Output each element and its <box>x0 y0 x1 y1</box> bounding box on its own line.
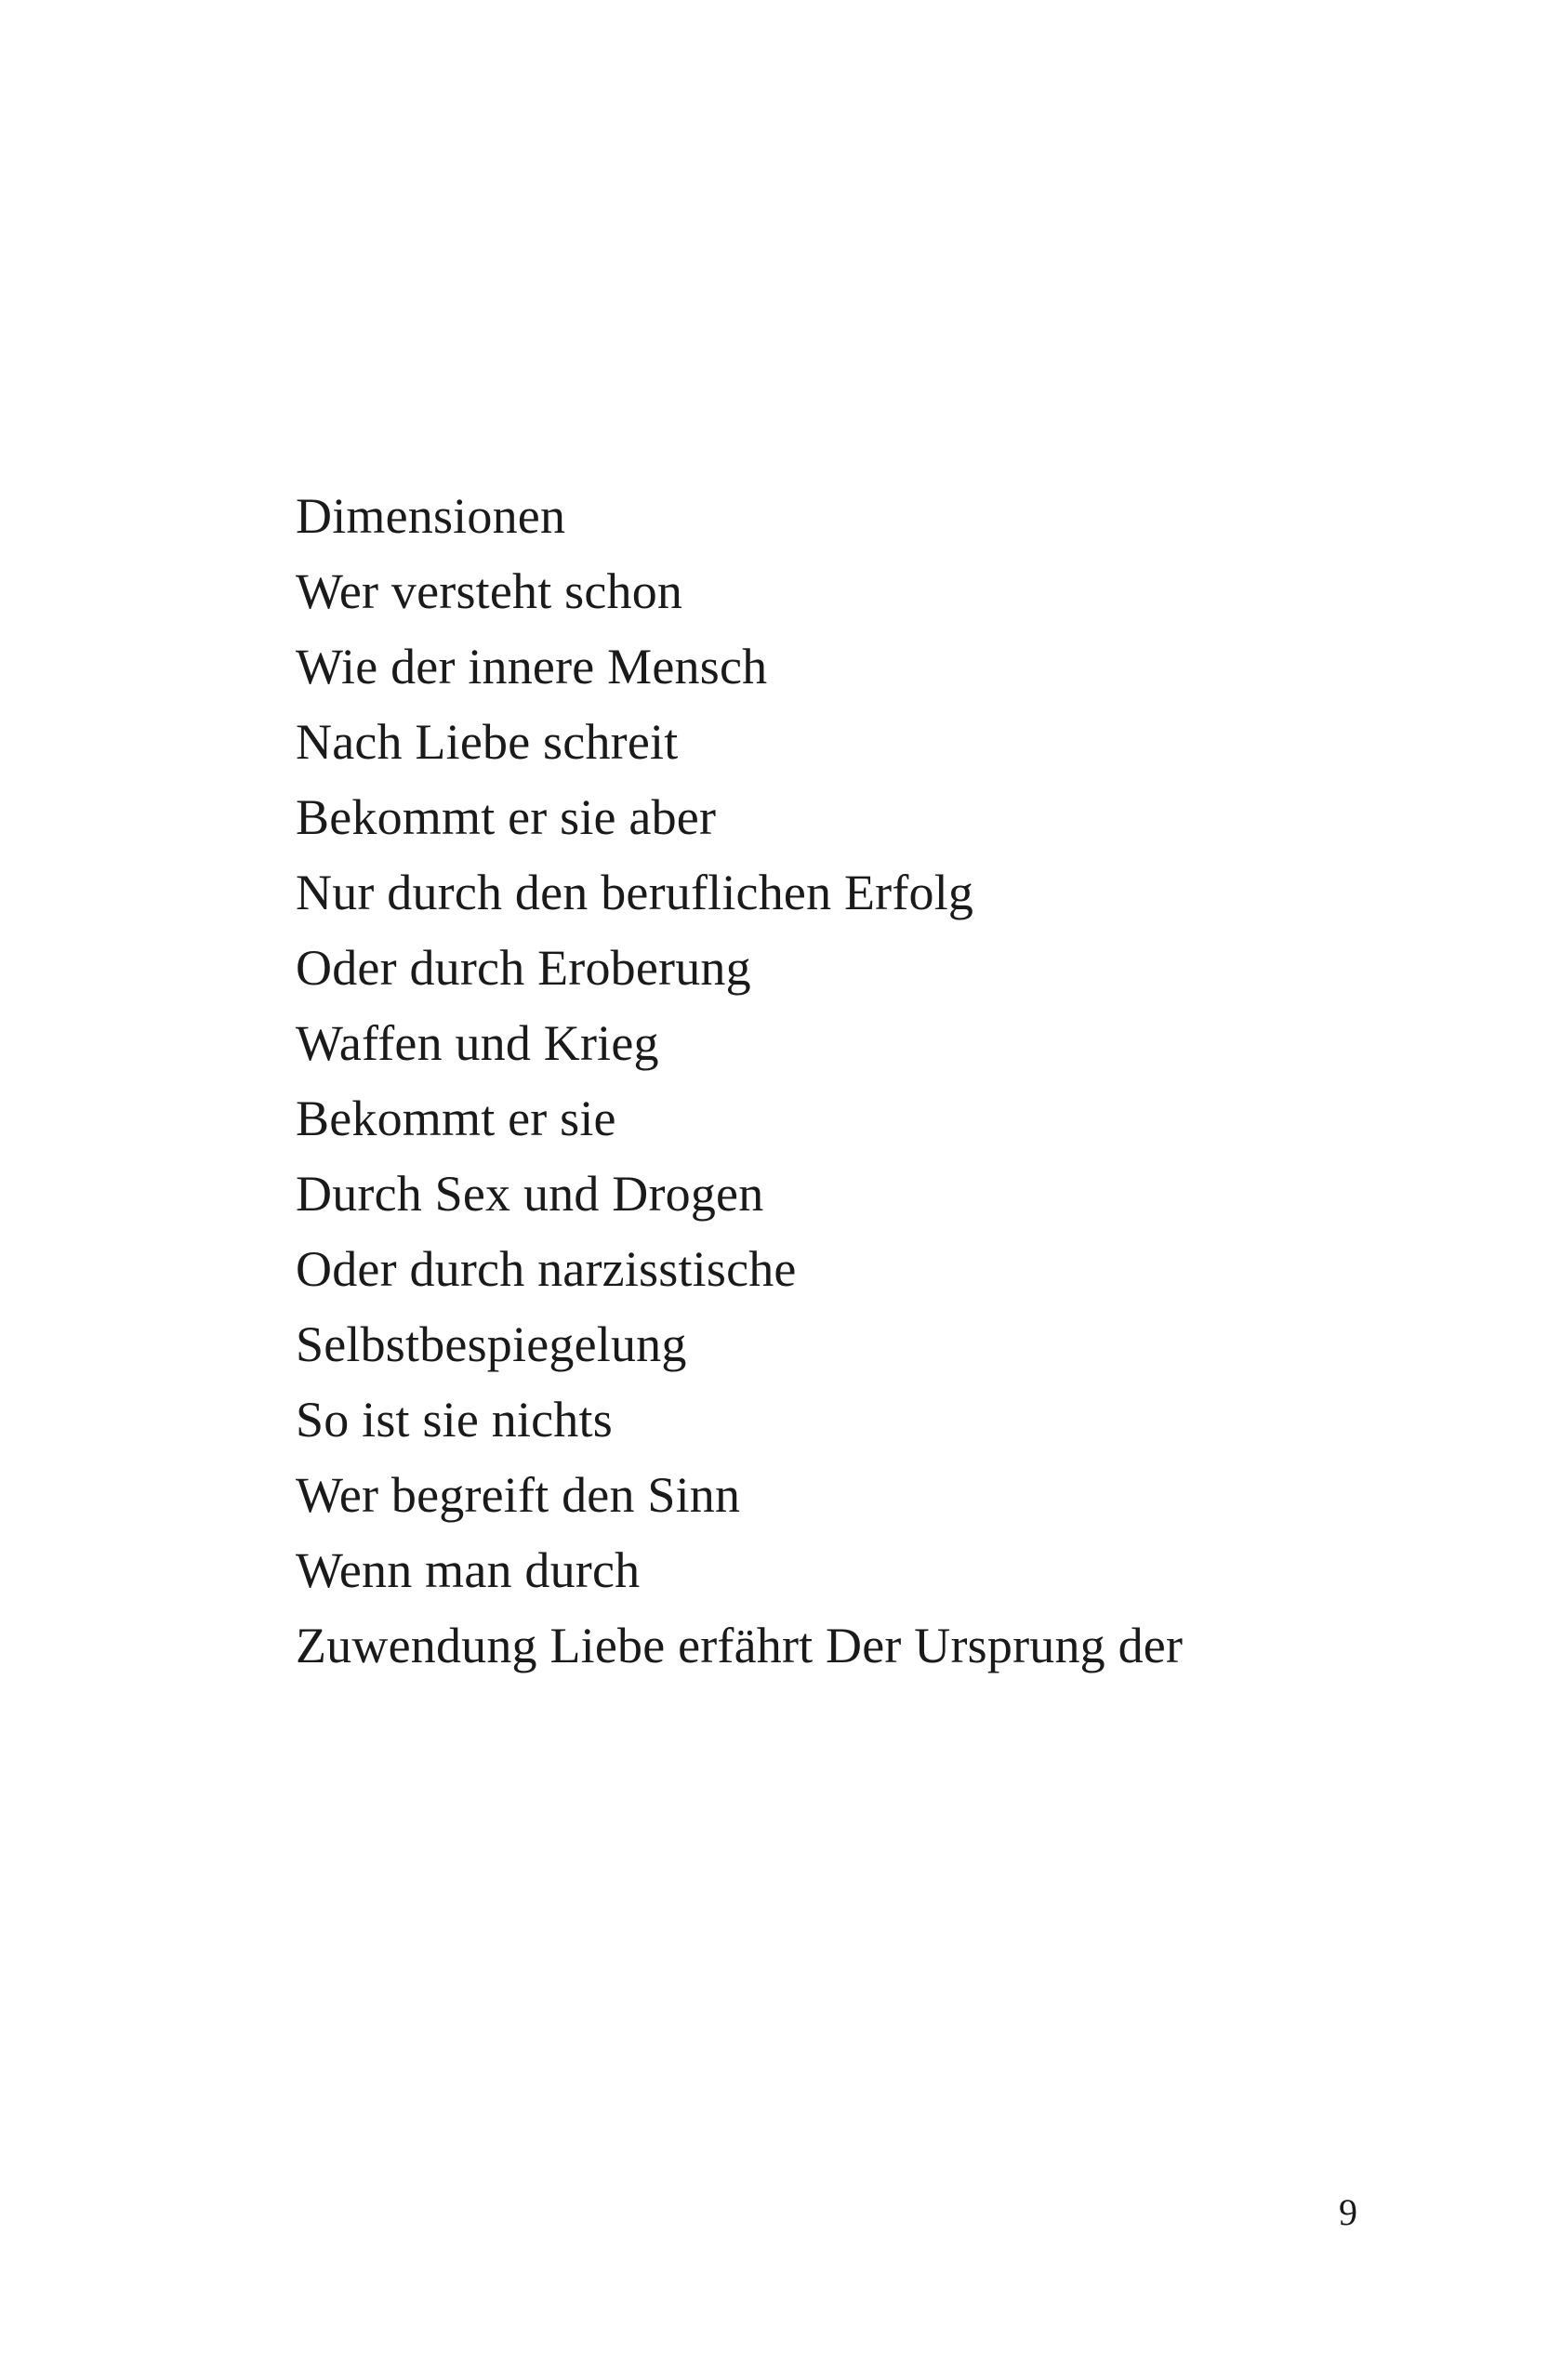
poem-line: Selbstbespiegelung <box>296 1316 687 1372</box>
poem-text <box>296 479 1183 1684</box>
poem-line: Wer begreift den Sinn <box>296 1467 741 1523</box>
poem-line: Oder durch Eroberung <box>296 940 751 996</box>
poem-line: Bekommt er sie <box>296 1091 616 1146</box>
poem-line: Waffen und Krieg <box>296 1015 659 1071</box>
poem-line: So ist sie nichts <box>296 1392 613 1448</box>
poem-line: Zuwendung Liebe erfährt Der Ursprung der <box>296 1618 1184 1673</box>
poem-line: Dimensionen <box>296 488 566 544</box>
poem-line: Wie der innere Mensch <box>296 639 768 694</box>
poem-line: Wer versteht schon <box>296 563 683 619</box>
poem-line: Nur durch den beruflichen Erfolg <box>296 865 974 920</box>
poem-line: Bekommt er sie aber <box>296 789 717 845</box>
poem-line: Nach Liebe schreit <box>296 714 679 770</box>
page-number: 9 <box>1339 2191 1357 2233</box>
poem-line: Durch Sex und Drogen <box>296 1166 764 1222</box>
poem-line: Oder durch narzisstische <box>296 1241 797 1297</box>
poem-line: Wenn man durch <box>296 1542 641 1598</box>
